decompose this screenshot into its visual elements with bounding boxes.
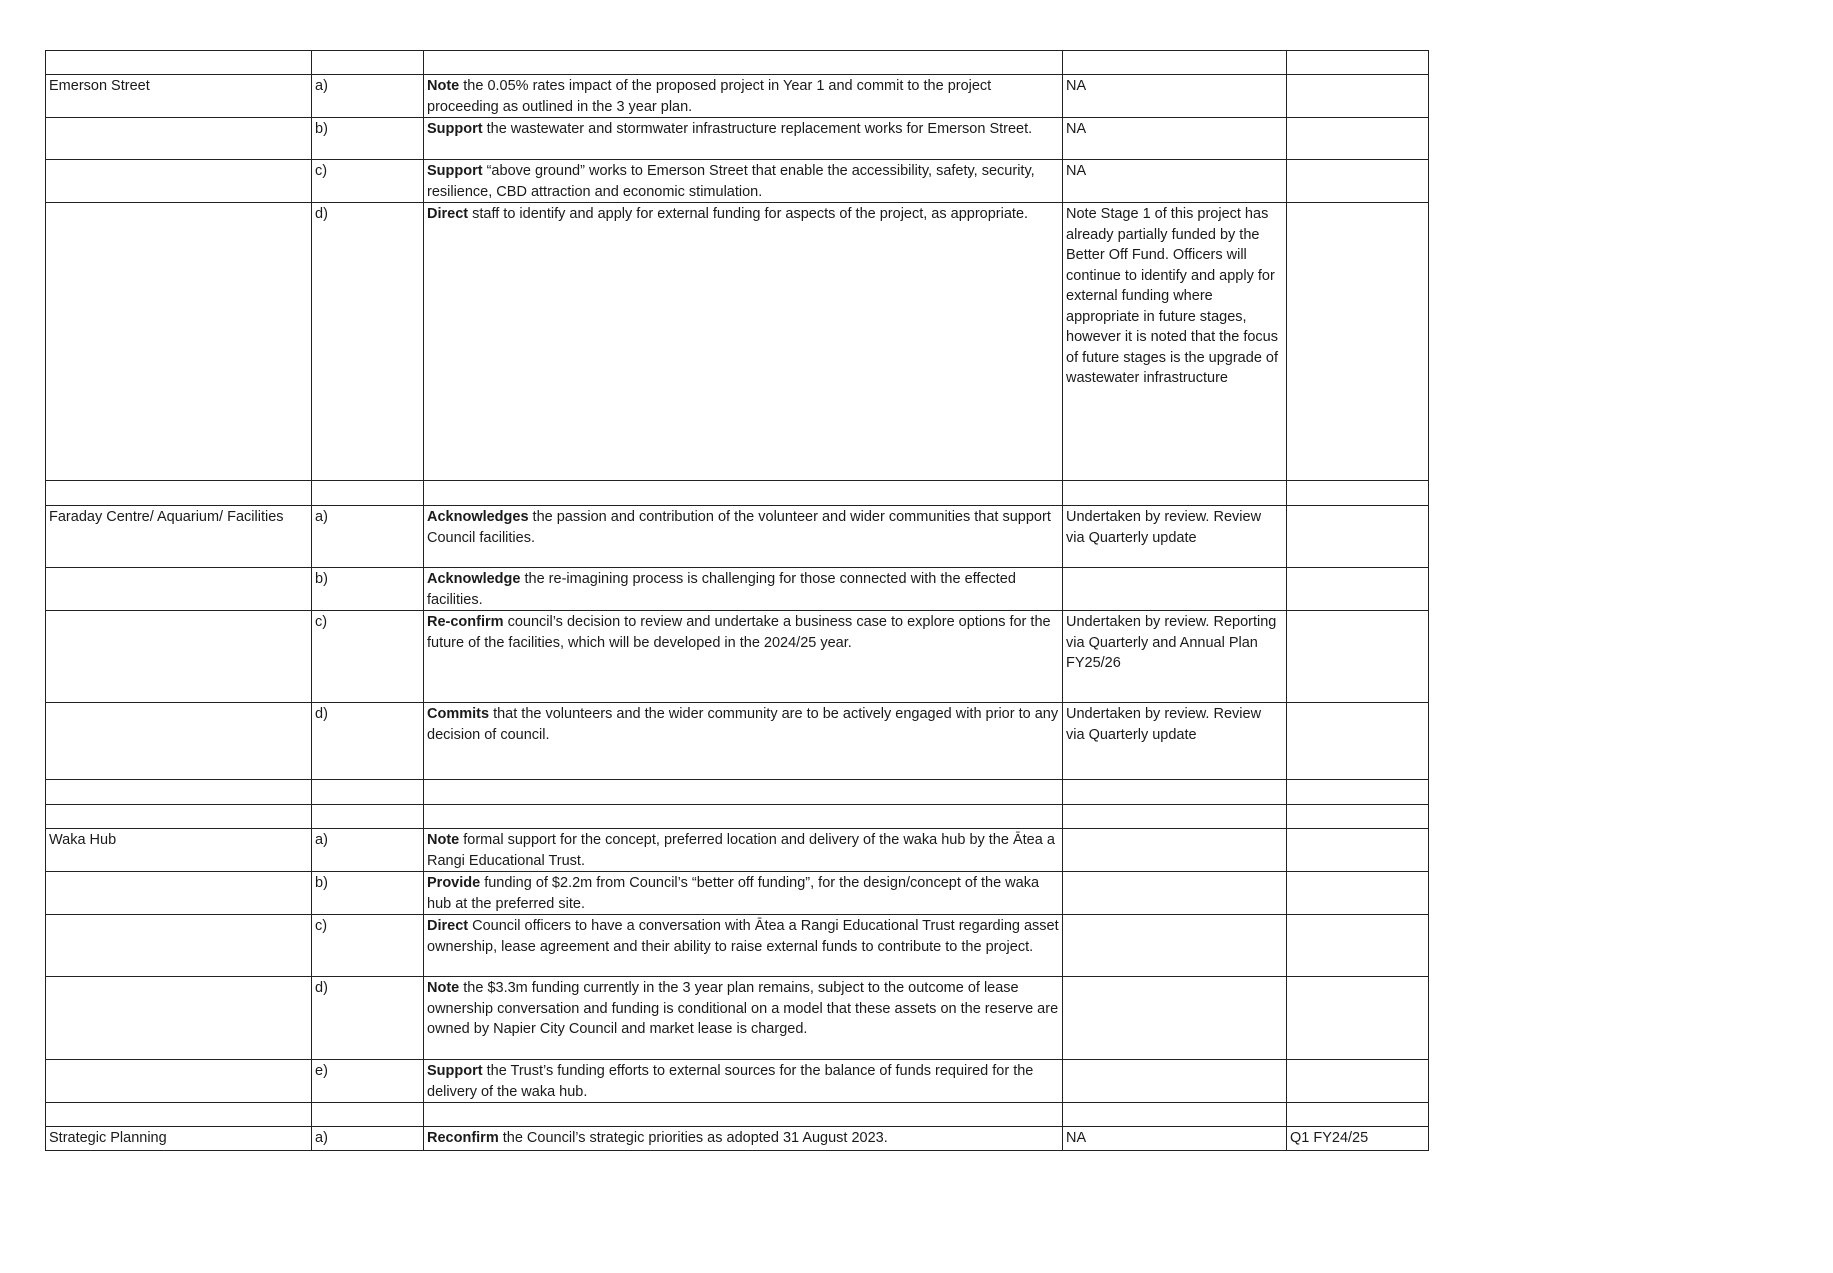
topic-cell: Emerson Street xyxy=(46,75,312,118)
resolution-verb: Acknowledges xyxy=(427,509,529,525)
timing-cell xyxy=(1287,915,1429,977)
item-label-cell: c) xyxy=(312,915,424,977)
resolution-cell xyxy=(424,780,1063,805)
status-cell: NA xyxy=(1063,160,1287,203)
topic-cell xyxy=(46,915,312,977)
item-label-cell: a) xyxy=(312,506,424,568)
item-label-cell: e) xyxy=(312,1060,424,1103)
status-cell: Undertaken by review. Review via Quarterly update xyxy=(1063,703,1287,780)
resolution-cell xyxy=(424,1060,1063,1103)
timing-cell xyxy=(1287,51,1429,75)
timing-cell xyxy=(1287,977,1429,1060)
timing-cell xyxy=(1287,118,1429,160)
resolution-verb: Note xyxy=(427,78,460,94)
resolution-cell xyxy=(424,829,1063,872)
item-label-cell: a) xyxy=(312,829,424,872)
table-row xyxy=(46,805,1429,829)
resolution-verb: Direct xyxy=(427,918,469,934)
table-row xyxy=(46,160,1429,203)
item-label-cell: b) xyxy=(312,118,424,160)
table-row xyxy=(46,481,1429,506)
resolution-cell xyxy=(424,977,1063,1060)
topic-cell: Strategic Planning xyxy=(46,1127,312,1151)
item-label-cell: c) xyxy=(312,160,424,203)
topic-cell xyxy=(46,118,312,160)
status-cell: NA xyxy=(1063,1127,1287,1151)
item-label-cell xyxy=(312,481,424,506)
resolution-cell xyxy=(424,568,1063,611)
resolution-verb: Note xyxy=(427,980,460,996)
table-row xyxy=(46,118,1429,160)
timing-cell xyxy=(1287,506,1429,568)
resolution-cell xyxy=(424,506,1063,568)
status-cell xyxy=(1063,780,1287,805)
status-cell xyxy=(1063,51,1287,75)
status-cell: NA xyxy=(1063,75,1287,118)
status-cell xyxy=(1063,829,1287,872)
timing-cell xyxy=(1287,703,1429,780)
topic-cell xyxy=(46,1103,312,1127)
timing-cell xyxy=(1287,160,1429,203)
table-row xyxy=(46,1103,1429,1127)
status-cell xyxy=(1063,481,1287,506)
timing-cell xyxy=(1287,829,1429,872)
item-label-cell: d) xyxy=(312,703,424,780)
resolution-verb: Commits xyxy=(427,706,490,722)
status-cell xyxy=(1063,1103,1287,1127)
timing-cell xyxy=(1287,611,1429,703)
table-row xyxy=(46,915,1429,977)
resolution-cell xyxy=(424,1127,1063,1151)
status-cell xyxy=(1063,568,1287,611)
timing-cell xyxy=(1287,1103,1429,1127)
topic-cell: Faraday Centre/ Aquarium/ Facilities xyxy=(46,506,312,568)
status-cell: Undertaken by review. Review via Quarterly update xyxy=(1063,506,1287,568)
topic-cell xyxy=(46,805,312,829)
table-row xyxy=(46,568,1429,611)
timing-cell xyxy=(1287,805,1429,829)
resolution-text: that the volunteers and the wider community are to be actively engaged with prior to any decision of council. xyxy=(427,706,1059,743)
resolution-cell xyxy=(424,915,1063,977)
resolution-text: the passion and contribution of the volunteer and wider communities that support Council facilities. xyxy=(427,509,1051,546)
resolution-text: staff to identify and apply for external funding for aspects of the project, as appropriate. xyxy=(468,206,1029,222)
topic-cell xyxy=(46,160,312,203)
resolution-verb: Acknowledge xyxy=(427,571,521,587)
resolution-cell xyxy=(424,51,1063,75)
resolution-verb: Reconfirm xyxy=(427,1130,499,1146)
topic-cell xyxy=(46,568,312,611)
resolution-text: council’s decision to review and undertake a business case to explore options for the future of the facilities, which will be developed in the 2024/25 year. xyxy=(427,614,1051,651)
resolution-cell xyxy=(424,481,1063,506)
status-cell: Undertaken by review. Reporting via Quarterly and Annual Plan FY25/26 xyxy=(1063,611,1287,703)
table-row xyxy=(46,506,1429,568)
topic-cell xyxy=(46,977,312,1060)
resolution-verb: Support xyxy=(427,163,483,179)
item-label-cell: b) xyxy=(312,568,424,611)
topic-cell xyxy=(46,1060,312,1103)
topic-cell xyxy=(46,481,312,506)
status-cell xyxy=(1063,872,1287,915)
timing-cell xyxy=(1287,568,1429,611)
topic-cell xyxy=(46,51,312,75)
item-label-cell: d) xyxy=(312,977,424,1060)
table-body xyxy=(46,51,1429,1151)
timing-cell xyxy=(1287,203,1429,481)
table-row xyxy=(46,1127,1429,1151)
table-row xyxy=(46,829,1429,872)
table-row xyxy=(46,75,1429,118)
resolution-cell xyxy=(424,160,1063,203)
resolutions-table xyxy=(45,50,1429,1151)
resolution-text: the 0.05% rates impact of the proposed project in Year 1 and commit to the project proceeding as outlined in the 3 year plan. xyxy=(427,78,992,115)
status-cell xyxy=(1063,915,1287,977)
table-row xyxy=(46,703,1429,780)
timing-cell xyxy=(1287,872,1429,915)
timing-cell xyxy=(1287,75,1429,118)
status-cell xyxy=(1063,805,1287,829)
table-row xyxy=(46,1060,1429,1103)
resolution-verb: Direct xyxy=(427,206,469,222)
resolution-cell xyxy=(424,703,1063,780)
resolution-text: the wastewater and stormwater infrastructure replacement works for Emerson Street. xyxy=(482,121,1033,137)
item-label-cell xyxy=(312,780,424,805)
resolution-cell xyxy=(424,1103,1063,1127)
resolution-verb: Support xyxy=(427,1063,483,1079)
topic-cell xyxy=(46,703,312,780)
status-cell: Note Stage 1 of this project has already partially funded by the Better Off Fund. Officers will continue to identify and apply for external funding where appropriate in future stages, however it is noted that the focus of future stages is the upgrade of wastewater infrastructure xyxy=(1063,203,1287,481)
resolution-text: formal support for the concept, preferred location and delivery of the waka hub by the Ātea a Rangi Educational Trust. xyxy=(427,832,1055,869)
timing-cell xyxy=(1287,780,1429,805)
resolution-verb: Provide xyxy=(427,875,481,891)
resolution-text: funding of $2.2m from Council’s “better off funding”, for the design/concept of the waka hub at the preferred site. xyxy=(427,875,1040,912)
item-label-cell xyxy=(312,1103,424,1127)
resolution-cell xyxy=(424,203,1063,481)
item-label-cell: c) xyxy=(312,611,424,703)
resolution-cell xyxy=(424,872,1063,915)
resolution-text: the re-imagining process is challenging for those connected with the effected facilities. xyxy=(427,571,1016,608)
item-label-cell: b) xyxy=(312,872,424,915)
resolution-cell xyxy=(424,75,1063,118)
topic-cell xyxy=(46,872,312,915)
table-row xyxy=(46,51,1429,75)
status-cell xyxy=(1063,1060,1287,1103)
resolution-text: Council officers to have a conversation with Ātea a Rangi Educational Trust regarding asset ownership, lease agreement and their ability to raise external funds to contribute to the project. xyxy=(427,918,1059,955)
resolution-text: “above ground” works to Emerson Street that enable the accessibility, safety, security, resilience, CBD attraction and economic stimulation. xyxy=(427,163,1035,200)
resolution-cell xyxy=(424,805,1063,829)
timing-cell xyxy=(1287,481,1429,506)
topic-cell xyxy=(46,780,312,805)
table-row xyxy=(46,611,1429,703)
status-cell: NA xyxy=(1063,118,1287,160)
topic-cell xyxy=(46,611,312,703)
item-label-cell xyxy=(312,805,424,829)
resolution-cell xyxy=(424,118,1063,160)
item-label-cell xyxy=(312,51,424,75)
item-label-cell: d) xyxy=(312,203,424,481)
resolution-cell xyxy=(424,611,1063,703)
topic-cell xyxy=(46,203,312,481)
resolution-text: the $3.3m funding currently in the 3 year plan remains, subject to the outcome of lease ownership conversation and funding is conditional on a model that these assets on the reserve are owned by Napier City Council and market lease is charged. xyxy=(427,980,1059,1037)
item-label-cell: a) xyxy=(312,1127,424,1151)
item-label-cell: a) xyxy=(312,75,424,118)
table-row xyxy=(46,872,1429,915)
status-cell xyxy=(1063,977,1287,1060)
resolution-text: the Trust’s funding efforts to external sources for the balance of funds required for the delivery of the waka hub. xyxy=(427,1063,1034,1100)
resolution-verb: Re-confirm xyxy=(427,614,504,630)
table-row xyxy=(46,977,1429,1060)
timing-cell: Q1 FY24/25 xyxy=(1287,1127,1429,1151)
table-row xyxy=(46,780,1429,805)
table-row xyxy=(46,203,1429,481)
resolution-verb: Note xyxy=(427,832,460,848)
resolution-verb: Support xyxy=(427,121,483,137)
resolution-text: the Council’s strategic priorities as adopted 31 August 2023. xyxy=(498,1130,888,1146)
timing-cell xyxy=(1287,1060,1429,1103)
topic-cell: Waka Hub xyxy=(46,829,312,872)
